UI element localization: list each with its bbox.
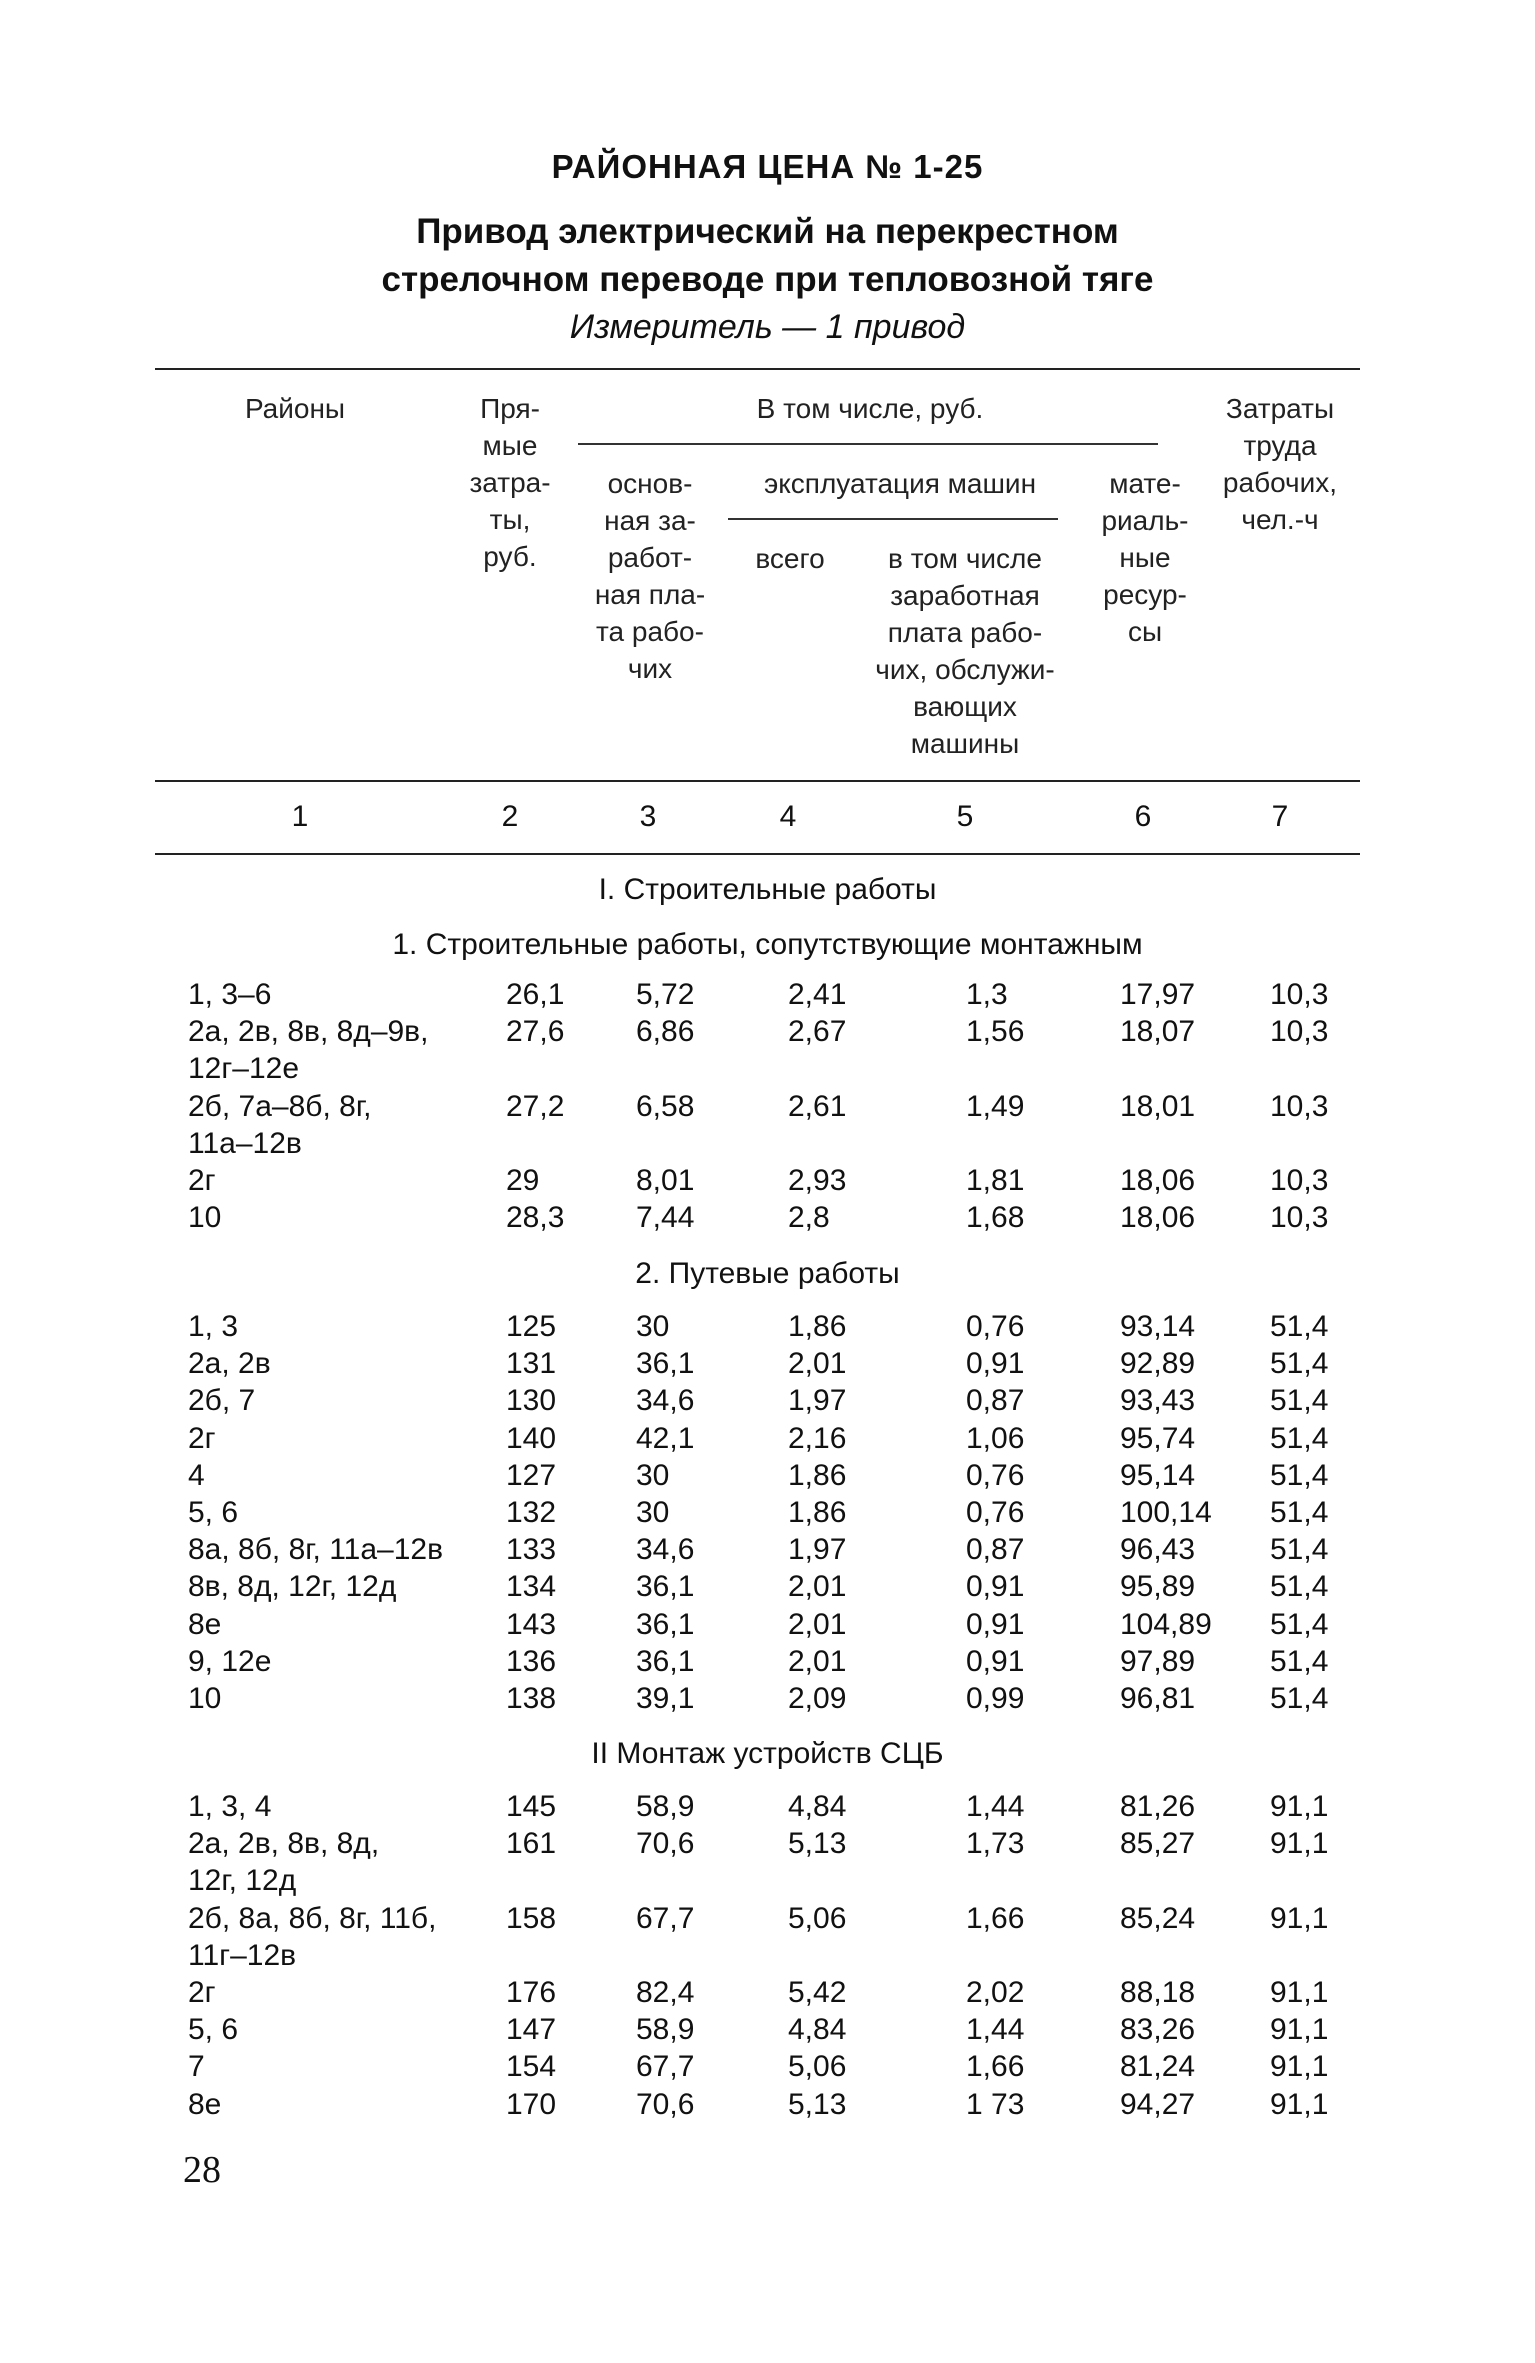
table-row bbox=[0, 1608, 1535, 1645]
table-cell: 51,4 bbox=[1270, 1570, 1329, 1604]
header-line: ная пла- bbox=[594, 579, 706, 610]
header-line: в том числе bbox=[888, 543, 1042, 574]
table-cell: 96,43 bbox=[1120, 1533, 1196, 1567]
table-cell: 91,1 bbox=[1270, 2087, 1329, 2121]
table-cell: 2,61 bbox=[788, 1089, 847, 1123]
header-line: руб. bbox=[483, 541, 537, 572]
table-cell: 96,81 bbox=[1120, 1682, 1196, 1715]
header-line: основ- bbox=[607, 468, 693, 499]
table-row bbox=[0, 1347, 1535, 1384]
header-line: плата рабо- bbox=[887, 617, 1043, 648]
table-cell: 0,87 bbox=[966, 1384, 1025, 1418]
table-cell: 143 bbox=[506, 1607, 557, 1641]
page-number: 28 bbox=[183, 2149, 221, 2191]
table-cell: 2,41 bbox=[788, 978, 847, 1011]
table-cell: 70,6 bbox=[636, 1827, 695, 1861]
table-cell: 83,26 bbox=[1120, 2013, 1196, 2047]
table-cell: 8е bbox=[188, 1607, 222, 1641]
table-row bbox=[0, 1827, 1535, 1864]
table-cell: 18,06 bbox=[1120, 1201, 1196, 1235]
table-cell: 95,14 bbox=[1120, 1458, 1196, 1492]
header-line: Пря- bbox=[480, 393, 540, 424]
table-row bbox=[0, 1902, 1535, 1939]
table-cell: 5,06 bbox=[788, 2050, 847, 2084]
table-cell: 95,89 bbox=[1120, 1570, 1196, 1604]
table-cell: 1,86 bbox=[788, 1310, 847, 1343]
column-number: 4 bbox=[779, 800, 797, 833]
table-cell: 2,93 bbox=[788, 1164, 847, 1197]
table-cell: 1,97 bbox=[788, 1384, 847, 1418]
table-row bbox=[0, 1864, 1535, 1901]
table-cell: 136 bbox=[506, 1644, 557, 1678]
table-cell: 2г bbox=[188, 1421, 216, 1455]
table-row bbox=[0, 1015, 1535, 1052]
table-cell: 67,7 bbox=[636, 2050, 695, 2084]
table-cell: 1,3 bbox=[966, 978, 1008, 1011]
table-cell: 18,01 bbox=[1120, 1089, 1196, 1123]
table-row bbox=[0, 978, 1535, 1015]
subsection-heading: 1. Строительные работы, сопутствующие монтажным bbox=[392, 928, 1143, 961]
column-number: 7 bbox=[1271, 800, 1289, 833]
table-cell: 0,87 bbox=[966, 1533, 1025, 1567]
table-cell: 34,6 bbox=[636, 1384, 695, 1418]
subsection-heading: 2. Путевые работы bbox=[635, 1257, 900, 1290]
table-row bbox=[0, 1682, 1535, 1719]
table-cell: 127 bbox=[506, 1458, 557, 1492]
table-row bbox=[0, 2050, 1535, 2087]
header-line: вающих bbox=[913, 691, 1017, 722]
table-cell: 130 bbox=[506, 1384, 557, 1418]
table-cell: 0,76 bbox=[966, 1458, 1025, 1492]
header-line: ная за- bbox=[604, 505, 696, 536]
table-cell: 10,3 bbox=[1270, 978, 1329, 1011]
table-cell: 10,3 bbox=[1270, 1164, 1329, 1197]
table-cell: 2б, 8а, 8б, 8г, 11б, bbox=[188, 1901, 437, 1935]
table-cell: 5, 6 bbox=[188, 2013, 239, 2047]
table-cell: 1,49 bbox=[966, 1089, 1025, 1123]
table-cell: 2,67 bbox=[788, 1015, 847, 1049]
table-cell: 4,84 bbox=[788, 1790, 847, 1823]
header-line: мате- bbox=[1109, 468, 1181, 499]
table-cell: 1,44 bbox=[966, 1790, 1025, 1823]
table-cell: 125 bbox=[506, 1310, 557, 1343]
table-cell: 0,91 bbox=[966, 1570, 1025, 1604]
table-row bbox=[0, 1201, 1535, 1238]
header-machines: эксплуатация машин bbox=[763, 468, 1037, 499]
table-row bbox=[0, 1790, 1535, 1827]
table-cell: 1,56 bbox=[966, 1015, 1025, 1049]
table-cell: 4,84 bbox=[788, 2013, 847, 2047]
table-cell: 91,1 bbox=[1270, 2013, 1329, 2047]
table-cell: 91,1 bbox=[1270, 1790, 1329, 1823]
table-cell: 91,1 bbox=[1270, 2050, 1329, 2084]
table-cell: 18,07 bbox=[1120, 1015, 1196, 1049]
table-cell: 161 bbox=[506, 1827, 557, 1861]
table-cell: 6,58 bbox=[636, 1089, 695, 1123]
table-cell: 70,6 bbox=[636, 2087, 695, 2121]
table-cell: 5,13 bbox=[788, 1827, 847, 1861]
table-cell: 1, 3, 4 bbox=[188, 1790, 272, 1823]
table-cell: 9, 12е bbox=[188, 1644, 272, 1678]
table-cell: 2б, 7а–8б, 8г, bbox=[188, 1089, 372, 1123]
table-cell: 147 bbox=[506, 2013, 557, 2047]
table-cell: 51,4 bbox=[1270, 1644, 1329, 1678]
header-machine-wages bbox=[850, 540, 1080, 762]
table-cell: 5,06 bbox=[788, 1901, 847, 1935]
header-machines-rule bbox=[728, 518, 1058, 520]
column-number: 6 bbox=[1134, 800, 1152, 833]
table-cell: 138 bbox=[506, 1682, 557, 1715]
table-cell: 5, 6 bbox=[188, 1496, 239, 1529]
section-heading: II Монтаж устройств СЦБ bbox=[591, 1737, 944, 1770]
table-cell: 176 bbox=[506, 1976, 557, 2009]
table-cell: 1,68 bbox=[966, 1201, 1025, 1235]
column-number: 3 bbox=[639, 800, 657, 833]
table-cell: 1 73 bbox=[966, 2087, 1025, 2121]
table-cell: 36,1 bbox=[636, 1607, 695, 1641]
table-cell: 81,24 bbox=[1120, 2050, 1196, 2084]
table-row bbox=[0, 1645, 1535, 1682]
table-cell: 2,16 bbox=[788, 1421, 847, 1455]
table-cell: 6,86 bbox=[636, 1015, 695, 1049]
table-cell: 2,01 bbox=[788, 1644, 847, 1678]
table-cell: 2,02 bbox=[966, 1976, 1025, 2009]
table-cell: 1,44 bbox=[966, 2013, 1025, 2047]
table-row bbox=[0, 1164, 1535, 1201]
table-cell: 88,18 bbox=[1120, 1976, 1196, 2009]
table-cell: 34,6 bbox=[636, 1533, 695, 1567]
table-cell: 8а, 8б, 8г, 11а–12в bbox=[188, 1533, 444, 1567]
table-cell: 7,44 bbox=[636, 1201, 695, 1235]
table-cell: 93,14 bbox=[1120, 1310, 1196, 1343]
table-cell: 91,1 bbox=[1270, 1827, 1329, 1861]
table-cell: 39,1 bbox=[636, 1682, 695, 1715]
table-cell: 42,1 bbox=[636, 1421, 695, 1455]
table-cell: 154 bbox=[506, 2050, 557, 2084]
table-cell: 2а, 2в, 8в, 8д–9в, bbox=[188, 1015, 429, 1049]
table-row bbox=[0, 1570, 1535, 1607]
table-row bbox=[0, 1533, 1535, 1570]
table-cell: 170 bbox=[506, 2087, 557, 2121]
table-cell: 4 bbox=[188, 1458, 205, 1492]
table-cell: 5,13 bbox=[788, 2087, 847, 2121]
table-cell: 7 bbox=[188, 2050, 205, 2084]
table-cell: 30 bbox=[636, 1496, 670, 1529]
table-cell: 17,97 bbox=[1120, 978, 1196, 1011]
table-cell: 0,91 bbox=[966, 1644, 1025, 1678]
measure-unit: Измеритель — 1 привод bbox=[569, 308, 966, 346]
header-line: риаль- bbox=[1101, 505, 1189, 536]
table-cell: 1, 3 bbox=[188, 1310, 239, 1343]
table-cell: 1,97 bbox=[788, 1533, 847, 1567]
column-number: 5 bbox=[956, 800, 974, 833]
table-cell: 29 bbox=[506, 1164, 540, 1197]
table-cell: 18,06 bbox=[1120, 1164, 1196, 1197]
table-cell: 133 bbox=[506, 1533, 557, 1567]
table-cell: 58,9 bbox=[636, 1790, 695, 1823]
table-cell: 97,89 bbox=[1120, 1644, 1196, 1678]
table-cell: 27,6 bbox=[506, 1015, 565, 1049]
header-line: ные bbox=[1119, 542, 1171, 573]
table-cell: 85,24 bbox=[1120, 1901, 1196, 1935]
header-line: та рабо- bbox=[596, 616, 704, 647]
table-cell: 1, 3–6 bbox=[188, 978, 272, 1011]
table-cell: 5,72 bbox=[636, 978, 695, 1011]
header-line: машины bbox=[910, 728, 1020, 759]
column-number: 1 bbox=[291, 800, 309, 833]
table-cell: 10,3 bbox=[1270, 1201, 1329, 1235]
table-cell: 51,4 bbox=[1270, 1310, 1329, 1343]
subtitle-line-1: Привод электрический на перекрестном bbox=[416, 212, 1119, 251]
header-line: чих, обслужи- bbox=[875, 654, 1055, 685]
subtitle-line-2: стрелочном переводе при тепловозной тяге bbox=[381, 260, 1154, 299]
table-cell: 26,1 bbox=[506, 978, 565, 1011]
table-cell: 58,9 bbox=[636, 2013, 695, 2047]
table-cell: 10,3 bbox=[1270, 1089, 1329, 1123]
table-cell: 11г–12в bbox=[188, 1938, 297, 1972]
header-line: чел.-ч bbox=[1241, 504, 1319, 535]
header-group-rule bbox=[578, 443, 1158, 445]
table-row bbox=[0, 1310, 1535, 1347]
table-cell: 2а, 2в, 8в, 8д, bbox=[188, 1827, 380, 1861]
table-top-rule bbox=[155, 368, 1360, 370]
header-wages bbox=[580, 465, 720, 687]
table-cell: 81,26 bbox=[1120, 1790, 1196, 1823]
header-direct-costs bbox=[455, 390, 565, 575]
numbers-bottom-rule bbox=[155, 853, 1360, 855]
table-cell: 0,76 bbox=[966, 1310, 1025, 1343]
header-machines-total: всего bbox=[755, 543, 825, 574]
table-cell: 51,4 bbox=[1270, 1496, 1329, 1529]
table-cell: 10,3 bbox=[1270, 1015, 1329, 1049]
table-cell: 27,2 bbox=[506, 1089, 565, 1123]
table-cell: 1,06 bbox=[966, 1421, 1025, 1455]
header-line: сы bbox=[1127, 616, 1163, 647]
table-cell: 132 bbox=[506, 1496, 557, 1529]
table-cell: 12г, 12д bbox=[188, 1864, 297, 1898]
table-row bbox=[0, 1052, 1535, 1089]
header-materials bbox=[1090, 465, 1200, 650]
header-line: работ- bbox=[607, 542, 693, 573]
header-line: труда bbox=[1243, 430, 1317, 461]
table-cell: 0,91 bbox=[966, 1347, 1025, 1381]
table-cell: 131 bbox=[506, 1347, 557, 1381]
table-cell: 51,4 bbox=[1270, 1533, 1329, 1567]
table-cell: 91,1 bbox=[1270, 1976, 1329, 2009]
table-cell: 140 bbox=[506, 1421, 557, 1455]
table-cell: 51,4 bbox=[1270, 1607, 1329, 1641]
table-cell: 2,01 bbox=[788, 1570, 847, 1604]
table-cell: 1,81 bbox=[966, 1164, 1025, 1197]
table-cell: 1,86 bbox=[788, 1496, 847, 1529]
header-labor bbox=[1205, 390, 1355, 538]
table-cell: 0,99 bbox=[966, 1682, 1025, 1715]
table-row bbox=[0, 2013, 1535, 2050]
table-cell: 95,74 bbox=[1120, 1421, 1196, 1455]
table-cell: 51,4 bbox=[1270, 1347, 1329, 1381]
header-line: чих bbox=[627, 653, 673, 684]
table-cell: 92,89 bbox=[1120, 1347, 1196, 1381]
table-cell: 2,01 bbox=[788, 1347, 847, 1381]
table-cell: 0,91 bbox=[966, 1607, 1025, 1641]
table-cell: 1,66 bbox=[966, 2050, 1025, 2084]
table-cell: 0,76 bbox=[966, 1496, 1025, 1529]
table-cell: 8,01 bbox=[636, 1164, 695, 1197]
table-cell: 51,4 bbox=[1270, 1421, 1329, 1455]
table-cell: 2г bbox=[188, 1976, 216, 2009]
table-cell: 10 bbox=[188, 1682, 222, 1715]
price-subtitle bbox=[0, 208, 1535, 304]
table-cell: 36,1 bbox=[636, 1570, 695, 1604]
table-row bbox=[0, 2088, 1535, 2125]
table-row bbox=[0, 1127, 1535, 1164]
table-cell: 93,43 bbox=[1120, 1384, 1196, 1418]
table-cell: 2г bbox=[188, 1164, 216, 1197]
price-title: РАЙОННАЯ ЦЕНА № 1-25 bbox=[551, 148, 984, 185]
table-cell: 82,4 bbox=[636, 1976, 695, 2009]
header-line: ресур- bbox=[1103, 579, 1187, 610]
table-cell: 100,14 bbox=[1120, 1496, 1212, 1529]
section-heading: I. Строительные работы bbox=[598, 873, 937, 906]
table-cell: 1,66 bbox=[966, 1901, 1025, 1935]
table-cell: 2б, 7 bbox=[188, 1384, 256, 1418]
table-cell: 2,8 bbox=[788, 1201, 830, 1235]
table-cell: 104,89 bbox=[1120, 1607, 1212, 1641]
table-row bbox=[0, 1976, 1535, 2013]
table-cell: 2,01 bbox=[788, 1607, 847, 1641]
header-line: заработная bbox=[890, 580, 1040, 611]
table-cell: 2,09 bbox=[788, 1682, 847, 1715]
header-line: ты, bbox=[489, 504, 531, 535]
header-group-incl: В том числе, руб. bbox=[756, 393, 984, 424]
table-cell: 8в, 8д, 12г, 12д bbox=[188, 1570, 397, 1604]
table-cell: 1,73 bbox=[966, 1827, 1025, 1861]
table-row bbox=[0, 1939, 1535, 1976]
table-cell: 94,27 bbox=[1120, 2087, 1196, 2121]
table-cell: 85,27 bbox=[1120, 1827, 1196, 1861]
table-cell: 145 bbox=[506, 1790, 557, 1823]
table-cell: 5,42 bbox=[788, 1976, 847, 2009]
header-line: рабочих, bbox=[1222, 467, 1338, 498]
table-cell: 10 bbox=[188, 1201, 222, 1235]
table-cell: 11а–12в bbox=[188, 1126, 302, 1160]
table-row bbox=[0, 1090, 1535, 1127]
table-row bbox=[0, 1384, 1535, 1421]
table-cell: 91,1 bbox=[1270, 1901, 1329, 1935]
table-row bbox=[0, 1496, 1535, 1533]
table-cell: 2а, 2в bbox=[188, 1347, 271, 1381]
column-number: 2 bbox=[501, 800, 519, 833]
table-row bbox=[0, 1422, 1535, 1459]
header-line: затра- bbox=[469, 467, 551, 498]
header-line: мые bbox=[482, 430, 538, 461]
table-cell: 30 bbox=[636, 1310, 670, 1343]
table-cell: 28,3 bbox=[506, 1201, 565, 1235]
table-cell: 8е bbox=[188, 2087, 222, 2121]
table-cell: 134 bbox=[506, 1570, 557, 1604]
table-cell: 36,1 bbox=[636, 1644, 695, 1678]
table-cell: 36,1 bbox=[636, 1347, 695, 1381]
header-bottom-rule bbox=[155, 780, 1360, 782]
table-cell: 51,4 bbox=[1270, 1682, 1329, 1715]
table-row bbox=[0, 1459, 1535, 1496]
table-cell: 51,4 bbox=[1270, 1384, 1329, 1418]
table-cell: 1,86 bbox=[788, 1458, 847, 1492]
table-cell: 12г–12е bbox=[188, 1052, 300, 1086]
header-regions: Районы bbox=[244, 393, 346, 424]
table-cell: 158 bbox=[506, 1901, 557, 1935]
table-cell: 51,4 bbox=[1270, 1458, 1329, 1492]
header-line: Затраты bbox=[1225, 393, 1335, 424]
table-cell: 30 bbox=[636, 1458, 670, 1492]
table-cell: 67,7 bbox=[636, 1901, 695, 1935]
